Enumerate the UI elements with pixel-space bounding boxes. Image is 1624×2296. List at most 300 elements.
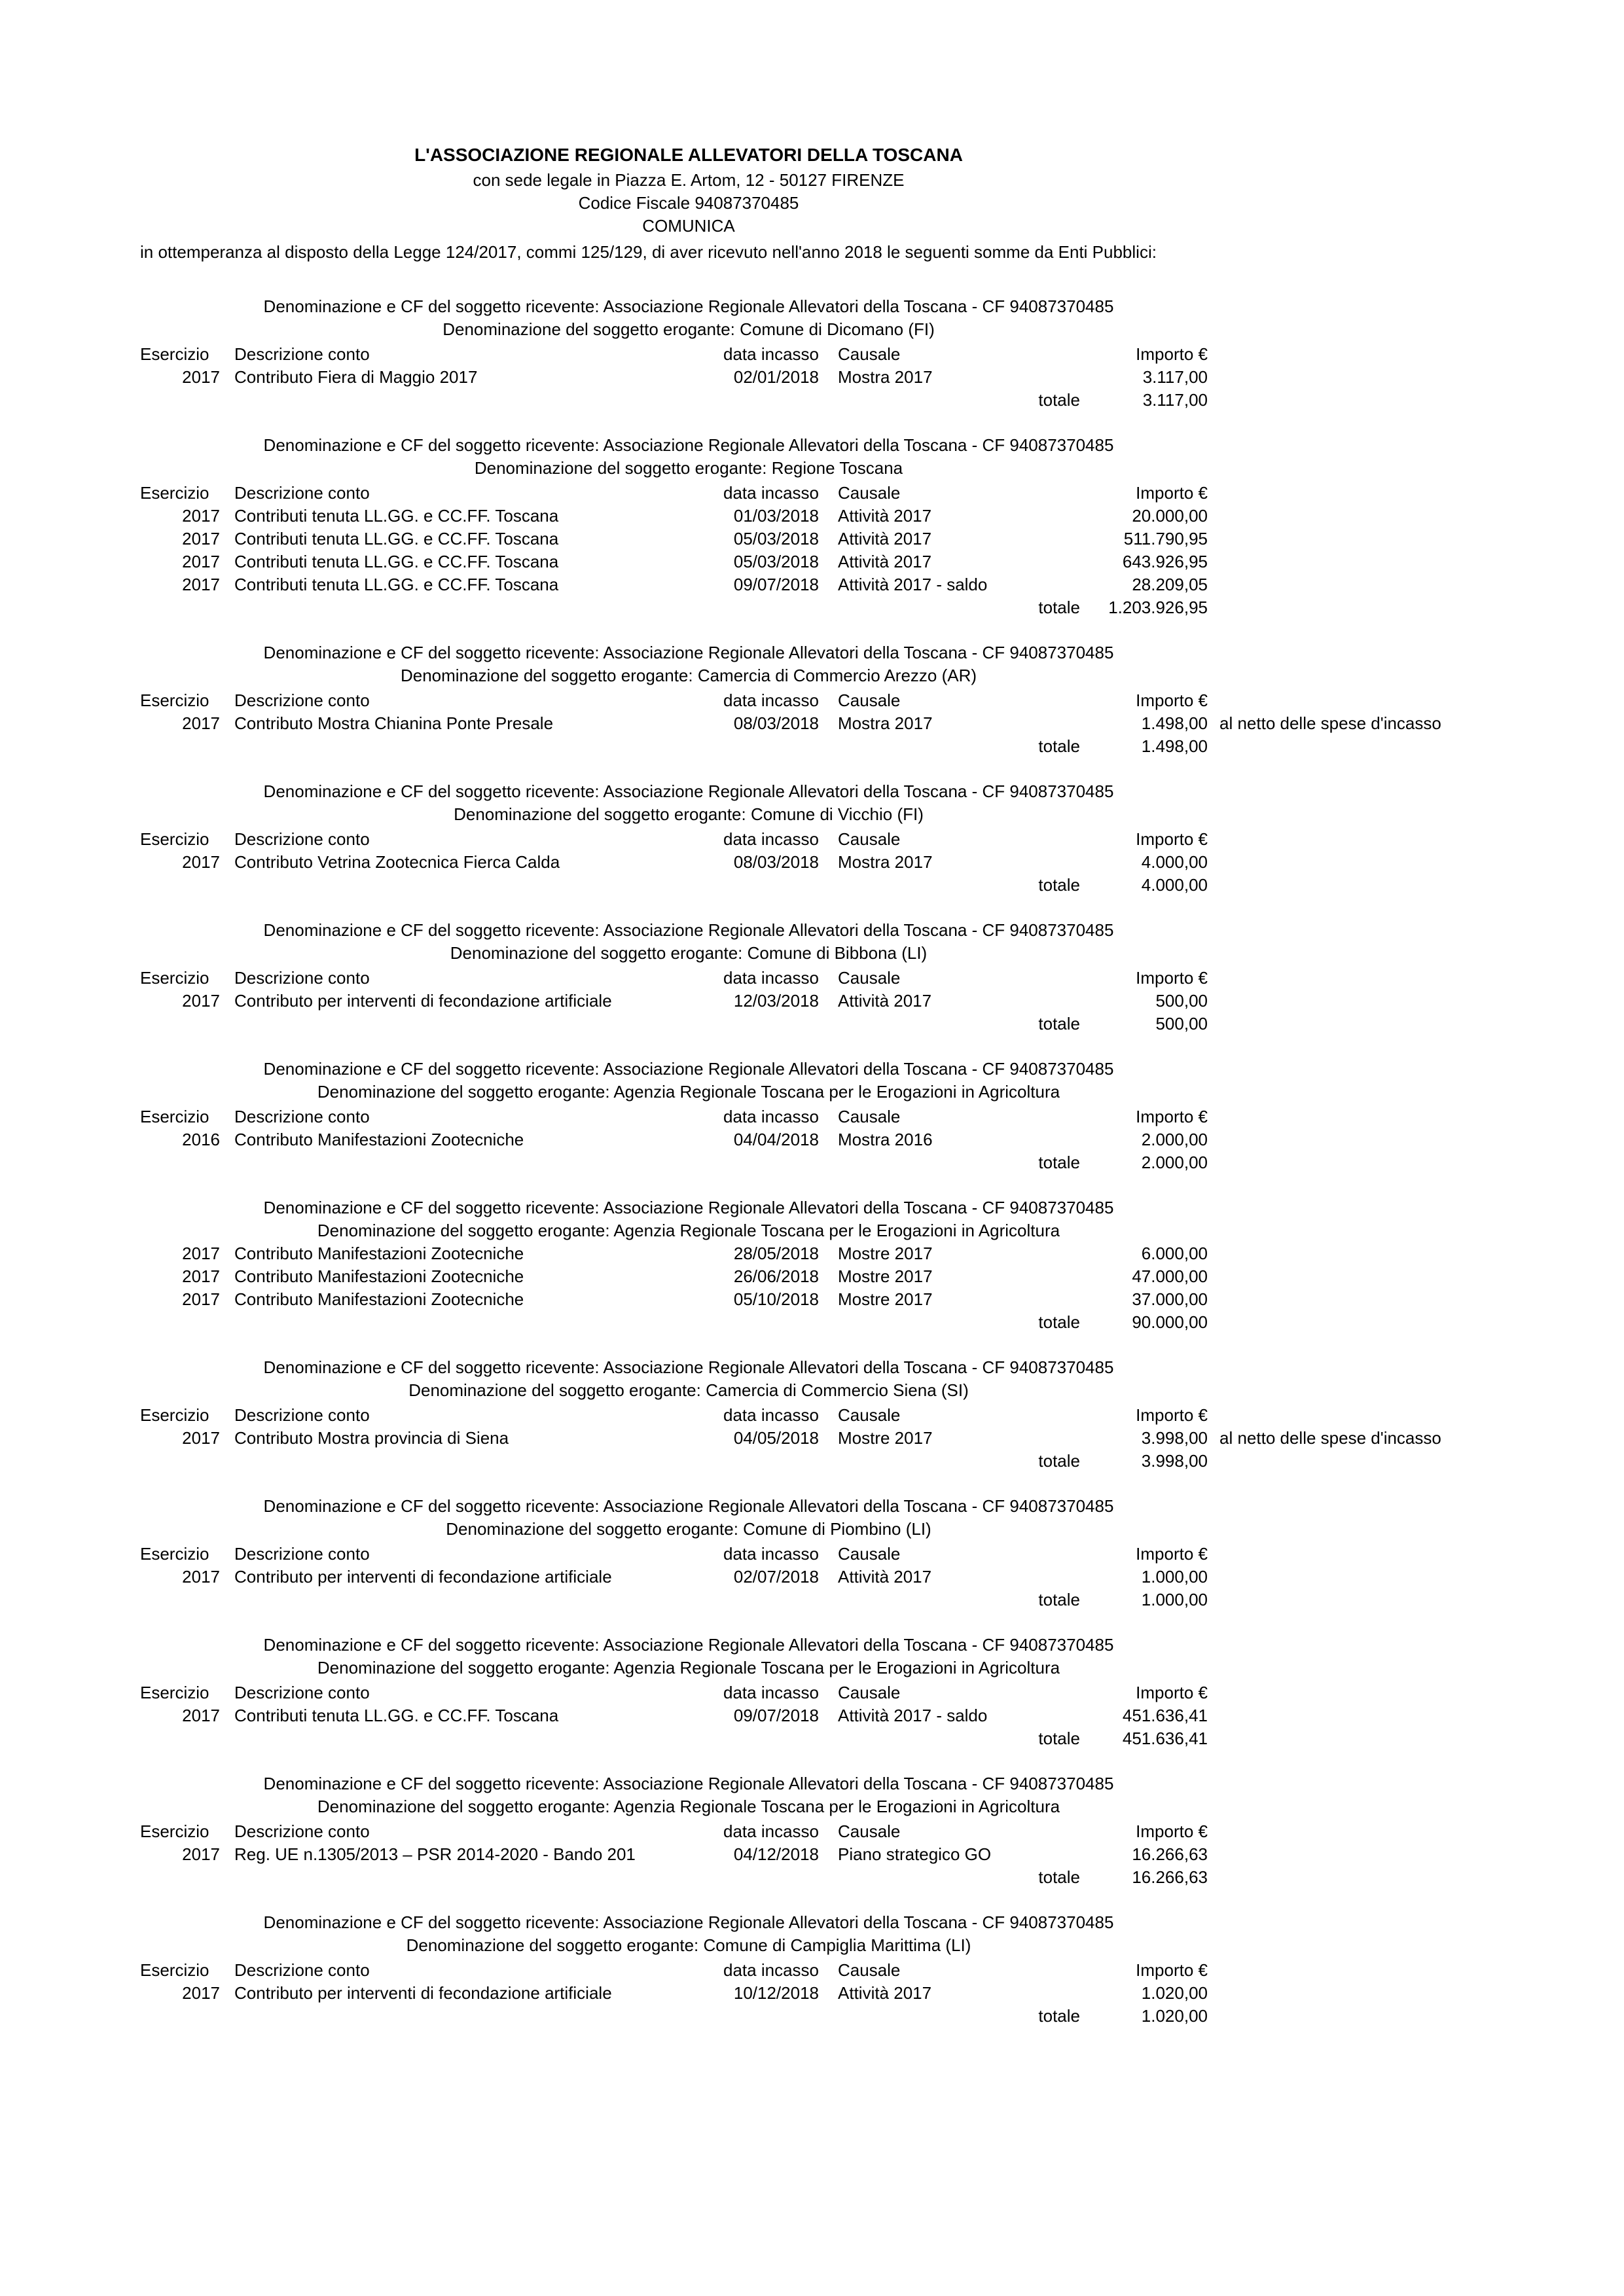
cell-esercizio	[140, 1727, 226, 1750]
cell-causale: Attività 2017	[838, 552, 932, 571]
table-header-row	[140, 1543, 1237, 1566]
cell-data-incasso	[706, 2005, 819, 2028]
header-cell-descrizione: Descrizione conto	[234, 1405, 370, 1425]
cell-descrizione	[226, 2005, 706, 2028]
cell-causale: Mostre 2017	[838, 1244, 933, 1263]
header-cell-esercizio: Esercizio	[140, 344, 209, 364]
totale-label: totale	[1038, 1867, 1080, 1887]
header-cell-data-incasso: data incasso	[723, 1544, 819, 1564]
totale-row	[140, 1013, 1237, 1035]
cell-importo: 2.000,00	[1141, 1130, 1208, 1149]
header-cell-esercizio: Esercizio	[140, 1821, 209, 1841]
comunica-line: COMUNICA	[642, 216, 735, 236]
cell-esercizio: 2017	[182, 1567, 220, 1587]
totale-row	[140, 1151, 1237, 1174]
cell-descrizione: Contributi tenuta LL.GG. e CC.FF. Toscana	[234, 1706, 559, 1725]
cell-esercizio	[140, 735, 226, 758]
cell-note: al netto delle spese d'incasso	[1219, 1428, 1441, 1448]
totale-row	[140, 389, 1237, 412]
cell-importo: 37.000,00	[1132, 1289, 1208, 1309]
header-cell-importo: Importo €	[1136, 344, 1208, 364]
cell-esercizio	[140, 1013, 226, 1035]
totale-label: totale	[1038, 1590, 1080, 1609]
totale-label: totale	[1038, 1014, 1080, 1033]
header-cell-esercizio: Esercizio	[140, 483, 209, 503]
cell-descrizione: Contributi tenuta LL.GG. e CC.FF. Toscana	[234, 506, 559, 526]
cell-esercizio: 2017	[182, 1983, 220, 2003]
cell-causale: Mostra 2016	[838, 1130, 933, 1149]
cell-descrizione: Contributi tenuta LL.GG. e CC.FF. Toscana	[234, 552, 559, 571]
cell-causale: Attività 2017	[838, 1567, 932, 1587]
recipient-line: Denominazione e CF del soggetto ricevente: Associazione Regionale Allevatori della Toscana - CF 94087370485	[263, 920, 1114, 940]
cell-esercizio: 2017	[182, 506, 220, 526]
cell-causale: Mostra 2017	[838, 852, 933, 872]
grantor-line: Denominazione del soggetto erogante: Regione Toscana	[474, 458, 903, 478]
cell-note	[1208, 1013, 1237, 1035]
cell-causale: Mostra 2017	[838, 713, 933, 733]
table-header-row	[140, 828, 1237, 851]
table-row	[140, 550, 1237, 573]
cell-importo: 6.000,00	[1141, 1244, 1208, 1263]
header-cell-esercizio: Esercizio	[140, 968, 209, 988]
totale-label: totale	[1038, 1451, 1080, 1471]
header-cell-esercizio: Esercizio	[140, 829, 209, 849]
cell-note	[1208, 1866, 1237, 1889]
cell-descrizione	[226, 735, 706, 758]
recipient-line: Denominazione e CF del soggetto ricevente: Associazione Regionale Allevatori della Toscana - CF 94087370485	[263, 1912, 1114, 1932]
table-header-row	[140, 1681, 1237, 1704]
header-cell-note	[1208, 967, 1237, 990]
grant-section	[140, 1495, 1237, 1611]
header-cell-data-incasso: data incasso	[723, 1821, 819, 1841]
cell-descrizione	[226, 1450, 706, 1473]
header-cell-causale: Causale	[838, 691, 901, 710]
cell-data-incasso: 02/07/2018	[733, 1567, 819, 1587]
header-cell-data-incasso: data incasso	[723, 691, 819, 710]
cell-note	[1208, 1265, 1237, 1288]
cell-note	[1208, 1450, 1237, 1473]
header-cell-importo: Importo €	[1136, 1960, 1208, 1980]
cell-note	[1208, 1704, 1237, 1727]
cell-data-incasso: 12/03/2018	[733, 991, 819, 1011]
header-cell-importo: Importo €	[1136, 1405, 1208, 1425]
cell-descrizione: Contributo per interventi di fecondazione artificiale	[234, 1567, 612, 1587]
cell-esercizio	[140, 1588, 226, 1611]
cell-esercizio: 2017	[182, 552, 220, 571]
totale-amount: 16.266,63	[1132, 1867, 1208, 1887]
header-cell-esercizio: Esercizio	[140, 1405, 209, 1425]
header-cell-descrizione: Descrizione conto	[234, 344, 370, 364]
recipient-line: Denominazione e CF del soggetto ricevente: Associazione Regionale Allevatori della Toscana - CF 94087370485	[263, 643, 1114, 662]
header-cell-causale: Causale	[838, 829, 901, 849]
totale-row	[140, 874, 1237, 897]
header-cell-esercizio: Esercizio	[140, 1107, 209, 1126]
cell-esercizio	[140, 1311, 226, 1334]
cell-data-incasso: 10/12/2018	[733, 1983, 819, 2003]
header-cell-note	[1208, 1681, 1237, 1704]
header-cell-note	[1208, 1820, 1237, 1843]
table-header-row	[140, 1820, 1237, 1843]
cell-data-incasso: 04/05/2018	[733, 1428, 819, 1448]
totale-row	[140, 1450, 1237, 1473]
totale-label: totale	[1038, 736, 1080, 756]
cell-causale: Attività 2017	[838, 529, 932, 548]
cell-note: al netto delle spese d'incasso	[1219, 713, 1441, 733]
header-cell-causale: Causale	[838, 1405, 901, 1425]
cell-note	[1208, 2005, 1237, 2028]
totale-row	[140, 1311, 1237, 1334]
totale-amount: 2.000,00	[1141, 1153, 1208, 1172]
header-cell-causale: Causale	[838, 1107, 901, 1126]
cell-descrizione	[226, 1866, 706, 1889]
cell-causale: Attività 2017	[838, 506, 932, 526]
table-header-row	[140, 1959, 1237, 1982]
grant-section	[140, 1911, 1237, 2028]
totale-label: totale	[1038, 1312, 1080, 1332]
table-row	[140, 1128, 1237, 1151]
cell-importo: 451.636,41	[1122, 1706, 1208, 1725]
cell-esercizio	[140, 1450, 226, 1473]
cell-descrizione: Contributo per interventi di fecondazione artificiale	[234, 1983, 612, 2003]
table-row	[140, 851, 1237, 874]
fiscal-code-line: Codice Fiscale 94087370485	[578, 193, 799, 213]
totale-amount: 1.498,00	[1141, 736, 1208, 756]
grant-section	[140, 780, 1237, 897]
grantor-line: Denominazione del soggetto erogante: Agenzia Regionale Toscana per le Erogazioni in Agricoltura	[317, 1797, 1060, 1816]
grantor-line: Denominazione del soggetto erogante: Comune di Dicomano (FI)	[442, 319, 935, 339]
header-cell-descrizione: Descrizione conto	[234, 968, 370, 988]
recipient-line: Denominazione e CF del soggetto ricevente: Associazione Regionale Allevatori della Toscana - CF 94087370485	[263, 1774, 1114, 1793]
cell-importo: 47.000,00	[1132, 1266, 1208, 1286]
header-cell-esercizio: Esercizio	[140, 1544, 209, 1564]
header-cell-importo: Importo €	[1136, 829, 1208, 849]
totale-label: totale	[1038, 390, 1080, 410]
cell-causale: Attività 2017 - saldo	[838, 1706, 988, 1725]
cell-data-incasso	[706, 1727, 819, 1750]
cell-descrizione: Contributo Manifestazioni Zootecniche	[234, 1130, 524, 1149]
recipient-line: Denominazione e CF del soggetto ricevente: Associazione Regionale Allevatori della Toscana - CF 94087370485	[263, 1635, 1114, 1655]
cell-esercizio: 2017	[182, 1428, 220, 1448]
cell-esercizio: 2017	[182, 1266, 220, 1286]
cell-importo: 511.790,95	[1123, 529, 1208, 548]
cell-data-incasso: 01/03/2018	[733, 506, 819, 526]
cell-data-incasso	[706, 596, 819, 619]
header-cell-data-incasso: data incasso	[723, 968, 819, 988]
cell-data-incasso: 04/04/2018	[733, 1130, 819, 1149]
totale-amount: 3.117,00	[1142, 390, 1208, 410]
header-cell-data-incasso: data incasso	[723, 344, 819, 364]
cell-esercizio: 2016	[182, 1130, 220, 1149]
totale-label: totale	[1038, 598, 1080, 617]
cell-note	[1208, 1588, 1237, 1611]
cell-data-incasso: 05/10/2018	[733, 1289, 819, 1309]
cell-importo: 20.000,00	[1132, 506, 1208, 526]
cell-note	[1208, 874, 1237, 897]
totale-label: totale	[1038, 2006, 1080, 2026]
cell-importo: 1.000,00	[1141, 1567, 1208, 1587]
header-cell-importo: Importo €	[1136, 691, 1208, 710]
cell-esercizio	[140, 1866, 226, 1889]
cell-data-incasso	[706, 1450, 819, 1473]
cell-descrizione: Contributo Fiera di Maggio 2017	[234, 367, 478, 387]
cell-data-incasso: 26/06/2018	[733, 1266, 819, 1286]
table-row	[140, 528, 1237, 550]
cell-esercizio: 2017	[182, 367, 220, 387]
header-cell-descrizione: Descrizione conto	[234, 1821, 370, 1841]
header-cell-descrizione: Descrizione conto	[234, 691, 370, 710]
header-cell-descrizione: Descrizione conto	[234, 829, 370, 849]
grantor-line: Denominazione del soggetto erogante: Comune di Bibbona (LI)	[450, 943, 928, 963]
header-cell-causale: Causale	[838, 483, 901, 503]
header-cell-note	[1208, 689, 1237, 712]
header-cell-esercizio: Esercizio	[140, 1960, 209, 1980]
cell-note	[1208, 1128, 1237, 1151]
cell-note	[1208, 389, 1237, 412]
document-content	[140, 0, 1441, 2028]
header-cell-data-incasso: data incasso	[723, 1405, 819, 1425]
cell-descrizione: Reg. UE n.1305/2013 – PSR 2014-2020 - Bando 201	[234, 1844, 636, 1864]
cell-note	[1208, 1288, 1237, 1311]
cell-importo: 643.926,95	[1122, 552, 1208, 571]
cell-descrizione	[226, 1151, 706, 1174]
cell-causale: Attività 2017	[838, 991, 932, 1011]
recipient-line: Denominazione e CF del soggetto ricevente: Associazione Regionale Allevatori della Toscana - CF 94087370485	[263, 1198, 1114, 1217]
header-cell-data-incasso: data incasso	[723, 829, 819, 849]
totale-amount: 1.000,00	[1141, 1590, 1208, 1609]
totale-amount: 1.020,00	[1141, 2006, 1208, 2026]
cell-importo: 4.000,00	[1141, 852, 1208, 872]
cell-descrizione	[226, 874, 706, 897]
header-cell-importo: Importo €	[1136, 1821, 1208, 1841]
cell-descrizione	[226, 1727, 706, 1750]
totale-row	[140, 2005, 1237, 2028]
grant-section	[140, 1772, 1237, 1889]
sections-container	[140, 295, 1441, 2028]
cell-descrizione	[226, 389, 706, 412]
cell-descrizione	[226, 1013, 706, 1035]
header-cell-importo: Importo €	[1136, 968, 1208, 988]
table-row	[140, 1242, 1237, 1265]
cell-note	[1208, 505, 1237, 528]
table-row	[140, 1843, 1237, 1866]
table-header-row	[140, 967, 1237, 990]
totale-row	[140, 1866, 1237, 1889]
totale-row	[140, 596, 1237, 619]
totale-label: totale	[1038, 1729, 1080, 1748]
cell-esercizio: 2017	[182, 1289, 220, 1309]
table-row	[140, 1566, 1237, 1588]
table-row	[140, 366, 1237, 389]
header-cell-causale: Causale	[838, 1960, 901, 1980]
header-cell-causale: Causale	[838, 1683, 901, 1702]
cell-esercizio: 2017	[182, 1244, 220, 1263]
header-cell-importo: Importo €	[1136, 1107, 1208, 1126]
cell-data-incasso	[706, 1151, 819, 1174]
cell-note	[1208, 851, 1237, 874]
cell-importo: 16.266,63	[1132, 1844, 1208, 1864]
table-header-row	[140, 689, 1237, 712]
cell-data-incasso: 09/07/2018	[733, 1706, 819, 1725]
cell-data-incasso	[706, 1013, 819, 1035]
cell-causale: Mostre 2017	[838, 1289, 933, 1309]
header-cell-note	[1208, 1543, 1237, 1566]
cell-descrizione: Contributi tenuta LL.GG. e CC.FF. Toscana	[234, 575, 559, 594]
cell-note	[1208, 1311, 1237, 1334]
grantor-line: Denominazione del soggetto erogante: Agenzia Regionale Toscana per le Erogazioni in Agricoltura	[317, 1658, 1060, 1677]
cell-descrizione	[226, 1311, 706, 1334]
cell-data-incasso	[706, 874, 819, 897]
cell-descrizione: Contributo Manifestazioni Zootecniche	[234, 1266, 524, 1286]
cell-data-incasso	[706, 1311, 819, 1334]
header-cell-descrizione: Descrizione conto	[234, 1960, 370, 1980]
totale-amount: 4.000,00	[1141, 875, 1208, 895]
table-row	[140, 505, 1237, 528]
grantor-line: Denominazione del soggetto erogante: Agenzia Regionale Toscana per le Erogazioni in Agricoltura	[317, 1221, 1060, 1240]
totale-amount: 451.636,41	[1122, 1729, 1208, 1748]
cell-note	[1208, 573, 1237, 596]
header-cell-importo: Importo €	[1136, 1683, 1208, 1702]
table-row	[140, 1704, 1237, 1727]
cell-esercizio	[140, 874, 226, 897]
intro-line: in ottemperanza al disposto della Legge 124/2017, commi 125/129, di aver ricevuto nell'anno 2018 le seguenti somme da Enti Pubblici:	[140, 242, 1157, 262]
cell-importo: 500,00	[1155, 991, 1208, 1011]
table-row	[140, 1427, 1441, 1450]
table-row	[140, 1265, 1237, 1288]
totale-amount: 90.000,00	[1132, 1312, 1208, 1332]
cell-importo: 1.498,00	[1141, 713, 1208, 733]
cell-causale: Attività 2017 - saldo	[838, 575, 988, 594]
table-header-row	[140, 1404, 1237, 1427]
document-title: L'ASSOCIAZIONE REGIONALE ALLEVATORI DELLA TOSCANA	[414, 145, 963, 165]
grant-section	[140, 641, 1441, 758]
grant-section	[140, 1356, 1441, 1473]
cell-descrizione	[226, 596, 706, 619]
cell-note	[1208, 1566, 1237, 1588]
grant-section	[140, 1634, 1237, 1750]
header-cell-esercizio: Esercizio	[140, 691, 209, 710]
recipient-line: Denominazione e CF del soggetto ricevente: Associazione Regionale Allevatori della Toscana - CF 94087370485	[263, 296, 1114, 316]
recipient-line: Denominazione e CF del soggetto ricevente: Associazione Regionale Allevatori della Toscana - CF 94087370485	[263, 1059, 1114, 1079]
cell-importo: 1.020,00	[1141, 1983, 1208, 2003]
cell-data-incasso: 05/03/2018	[733, 552, 819, 571]
cell-note	[1208, 366, 1237, 389]
header-cell-note	[1208, 1959, 1237, 1982]
cell-esercizio: 2017	[182, 575, 220, 594]
header-cell-descrizione: Descrizione conto	[234, 1107, 370, 1126]
cell-causale: Attività 2017	[838, 1983, 932, 2003]
cell-data-incasso: 02/01/2018	[733, 367, 819, 387]
cell-descrizione: Contributo Mostra provincia di Siena	[234, 1428, 509, 1448]
cell-esercizio	[140, 1151, 226, 1174]
cell-note	[1208, 550, 1237, 573]
recipient-line: Denominazione e CF del soggetto ricevente: Associazione Regionale Allevatori della Toscana - CF 94087370485	[263, 781, 1114, 801]
cell-descrizione: Contributo Manifestazioni Zootecniche	[234, 1244, 524, 1263]
totale-label: totale	[1038, 875, 1080, 895]
header-cell-note	[1208, 1404, 1237, 1427]
cell-data-incasso: 04/12/2018	[733, 1844, 819, 1864]
cell-esercizio	[140, 596, 226, 619]
cell-causale: Piano strategico GO	[838, 1844, 992, 1864]
header-cell-note	[1208, 828, 1237, 851]
cell-causale: Mostre 2017	[838, 1266, 933, 1286]
totale-amount: 3.998,00	[1141, 1451, 1208, 1471]
cell-data-incasso: 05/03/2018	[733, 529, 819, 548]
cell-data-incasso: 09/07/2018	[733, 575, 819, 594]
grantor-line: Denominazione del soggetto erogante: Agenzia Regionale Toscana per le Erogazioni in Agricoltura	[317, 1082, 1060, 1102]
cell-descrizione: Contributo Manifestazioni Zootecniche	[234, 1289, 524, 1309]
header-cell-data-incasso: data incasso	[723, 1960, 819, 1980]
cell-note	[1208, 990, 1237, 1013]
cell-esercizio: 2017	[182, 852, 220, 872]
cell-descrizione: Contributo Vetrina Zootecnica Fierca Calda	[234, 852, 560, 872]
cell-note	[1208, 528, 1237, 550]
cell-descrizione: Contributo per interventi di fecondazione artificiale	[234, 991, 612, 1011]
grantor-line: Denominazione del soggetto erogante: Comune di Campiglia Marittima (LI)	[406, 1935, 971, 1955]
legal-address-line: con sede legale in Piazza E. Artom, 12 - 50127 FIRENZE	[473, 170, 905, 190]
grant-section	[140, 434, 1237, 619]
header-cell-importo: Importo €	[1136, 1544, 1208, 1564]
grant-section	[140, 295, 1237, 412]
header-cell-descrizione: Descrizione conto	[234, 1683, 370, 1702]
table-row	[140, 1288, 1237, 1311]
totale-row	[140, 1727, 1237, 1750]
cell-importo: 3.117,00	[1142, 367, 1208, 387]
cell-note	[1208, 1982, 1237, 2005]
header-cell-causale: Causale	[838, 1821, 901, 1841]
grant-section	[140, 1196, 1237, 1334]
cell-causale: Mostra 2017	[838, 367, 933, 387]
cell-descrizione: Contributo Mostra Chianina Ponte Presale	[234, 713, 554, 733]
cell-data-incasso: 28/05/2018	[733, 1244, 819, 1263]
cell-esercizio: 2017	[182, 1844, 220, 1864]
grantor-line: Denominazione del soggetto erogante: Comune di Vicchio (FI)	[454, 804, 924, 824]
cell-esercizio: 2017	[182, 991, 220, 1011]
cell-data-incasso	[706, 1588, 819, 1611]
header-cell-esercizio: Esercizio	[140, 1683, 209, 1702]
table-row	[140, 990, 1237, 1013]
grantor-line: Denominazione del soggetto erogante: Camercia di Commercio Arezzo (AR)	[400, 666, 977, 685]
header-cell-causale: Causale	[838, 968, 901, 988]
header-cell-note	[1208, 343, 1237, 366]
header-cell-descrizione: Descrizione conto	[234, 483, 370, 503]
grant-section	[140, 919, 1237, 1035]
cell-note	[1208, 1727, 1237, 1750]
totale-row	[140, 735, 1237, 758]
cell-data-incasso: 08/03/2018	[733, 713, 819, 733]
cell-esercizio	[140, 389, 226, 412]
cell-note	[1208, 1242, 1237, 1265]
table-row	[140, 712, 1441, 735]
totale-amount: 1.203.926,95	[1108, 598, 1208, 617]
header-cell-data-incasso: data incasso	[723, 483, 819, 503]
cell-esercizio	[140, 2005, 226, 2028]
table-row	[140, 1982, 1237, 2005]
cell-esercizio: 2017	[182, 713, 220, 733]
totale-row	[140, 1588, 1237, 1611]
cell-data-incasso	[706, 1866, 819, 1889]
header-cell-causale: Causale	[838, 344, 901, 364]
totale-label: totale	[1038, 1153, 1080, 1172]
header-cell-note	[1208, 482, 1237, 505]
cell-esercizio: 2017	[182, 1706, 220, 1725]
table-header-row	[140, 343, 1237, 366]
cell-note	[1208, 1151, 1237, 1174]
table-header-row	[140, 1105, 1237, 1128]
recipient-line: Denominazione e CF del soggetto ricevente: Associazione Regionale Allevatori della Toscana - CF 94087370485	[263, 435, 1114, 455]
table-header-row	[140, 482, 1237, 505]
header-cell-data-incasso: data incasso	[723, 1683, 819, 1702]
grant-section	[140, 1058, 1237, 1174]
